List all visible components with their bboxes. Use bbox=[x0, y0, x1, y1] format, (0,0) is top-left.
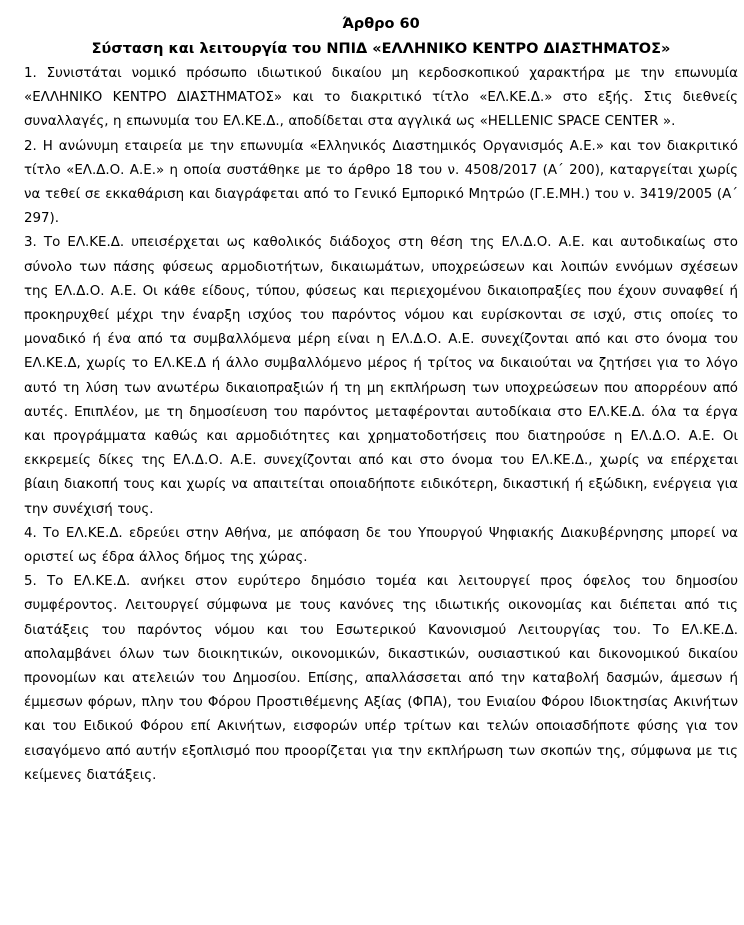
paragraph-1: 1. Συνιστάται νομικό πρόσωπο ιδιωτικού δικαίου μη κερδοσκοπικού χαρακτήρα με την επωνυμία «ΕΛΛΗΝΙΚΟ ΚΕΝΤΡΟ ΔΙΑΣΤΗΜΑΤΟΣ» και το διακριτικό τίτλο «ΕΛ.ΚΕ.Δ.» στο εξής. Στις διεθνείς συναλλαγές, η επωνυμία του ΕΛ.ΚΕ.Δ., αποδίδεται στα αγγλικά ως «HELLENIC SPACE CENTER ». bbox=[24, 66, 738, 130]
paragraph-4: 4. Το ΕΛ.ΚΕ.Δ. εδρεύει στην Αθήνα, με απόφαση δε του Υπουργού Ψηφιακής Διακυβέρνησης μπορεί να οριστεί ως έδρα άλλος δήμος της χώρας. bbox=[24, 525, 738, 566]
article-title: Άρθρο 60 bbox=[342, 16, 420, 32]
paragraph-3: 3. Το ΕΛ.ΚΕ.Δ. υπεισέρχεται ως καθολικός διάδοχος στη θέση της ΕΛ.Δ.Ο. Α.Ε. και αυτοδικαίως στο σύνολο των πάσης φύσεως αρμοδιοτήτων, δικαιωμάτων, υποχρεώσεων και λοιπών εννόμων σχέσεων της ΕΛ.Δ.Ο. Α.Ε. Οι κάθε είδους, τύπου, φύσεως και περιεχομένου δικαιοπραξίες που έχουν συναφθεί ή προκηρυχθεί μέχρι την έναρξη ισχύος του παρόντος νόμου και ευρίσκονται σε ισχύ, στις οποίες το μοναδικό ή ένα από τα συμβαλλόμενα μέρη είναι η ΕΛ.Δ.Ο. Α.Ε. συνεχίζονται από και στο όνομα του ΕΛ.ΚΕ.Δ, χωρίς το ΕΛ.ΚΕ.Δ ή άλλο συμβαλλόμενο μέρος ή τρίτος να δικαιούται να ζητήσει για το λόγο αυτό τη λύση των ανωτέρω δικαιοπραξιών ή τη μη εκπλήρωση των υποχρεώσεων που απορρέουν από αυτές. Επιπλέον, με τη δημοσίευση του παρόντος μεταφέρονται αυτοδίκαια στο ΕΛ.ΚΕ.Δ. όλα τα έργα και προγράμματα καθώς και αρμοδιότητες και χρηματοδοτήσεις που διατηρούσε η ΕΛ.Δ.Ο. Α.Ε. Οι εκκρεμείς δίκες της ΕΛ.Δ.Ο. Α.Ε. συνεχίζονται από και στο όνομα του ΕΛ.ΚΕ.Δ., χωρίς να επέρχεται βίαιη διακοπή τους και χωρίς να απαιτείται οποιαδήποτε ειδικότερη, δικαστική ή εξώδικη, ενέργεια για την συνέχισή τους. bbox=[24, 235, 738, 517]
paragraph-5: 5. Το ΕΛ.ΚΕ.Δ. ανήκει στον ευρύτερο δημόσιο τομέα και λειτουργεί προς όφελος του δημοσίου συμφέροντος. Λειτουργεί σύμφωνα με τους κανόνες της ιδιωτικής οικονομίας και διέπεται από τις διατάξεις του παρόντος νόμου και του Εσωτερικού Κανονισμού Λειτουργίας του. Το ΕΛ.ΚΕ.Δ. απολαμβάνει όλων των διοικητικών, οικονομικών, δικαστικών, ουσιαστικού και δικονομικού δικαίου προνομίων και ατελειών του Δημοσίου. Επίσης, απαλλάσσεται από την καταβολή δασμών, άμεσων ή έμμεσων φόρων, πλην του Φόρου Προστιθέμενης Αξίας (ΦΠΑ), του Ενιαίου Φόρου Ιδιοκτησίας Ακινήτων και του Ειδικού Φόρου επί Ακινήτων, εισφορών υπέρ τρίτων και τελών οποιασδήποτε φύσης για τον εισαγόμενο από αυτήν εξοπλισμό που προορίζεται για την εκπλήρωση των σκοπών της, σύμφωνα με τις κείμενες διατάξεις. bbox=[24, 574, 738, 783]
paragraph-2: 2. Η ανώνυμη εταιρεία με την επωνυμία «Ελληνικός Διαστημικός Οργανισμός Α.Ε.» και τον διακριτικό τίτλο «ΕΛ.Δ.Ο. Α.Ε.» η οποία συστάθηκε με το άρθρο 18 του ν. 4508/2017 (Α΄ 200), καταργείται χωρίς να τεθεί σε εκκαθάριση και διαγράφεται από το Γενικό Εμπορικό Μητρώο (Γ.Ε.ΜΗ.) του ν. 3419/2005 (Α΄ 297). bbox=[24, 138, 738, 227]
article-subtitle: Σύσταση και λειτουργία του ΝΠΙΔ «ΕΛΛΗΝΙΚΟ ΚΕΝΤΡΟ ΔΙΑΣΤΗΜΑΤΟΣ» bbox=[91, 41, 671, 57]
